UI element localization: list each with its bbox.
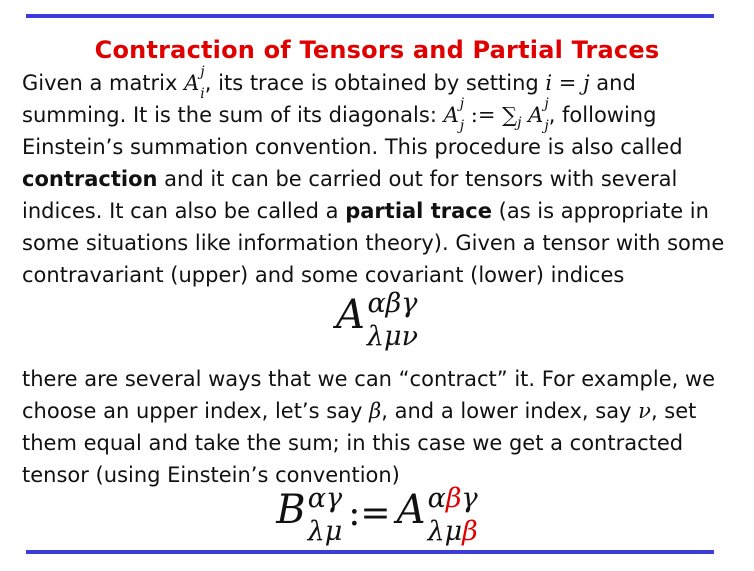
p1-line-4: contraction and it can be carried out for tensors with several (22, 167, 678, 191)
top-rule (26, 14, 714, 18)
p1-line-7: contravariant (upper) and some covariant (lower) indices (22, 263, 625, 287)
p1-line-2: summing. It is the sum of its diagonals: A j j := $\sum_j$ A j j , following (22, 95, 657, 134)
bottom-rule (26, 550, 714, 554)
paragraph-2 (22, 363, 722, 491)
p1-line-5: indices. It can also be called a partial trace (as is appropriate in (22, 199, 709, 223)
p1-line-3: Einstein’s summation convention. This procedure is also called (22, 135, 683, 159)
equation-tensor-A: A αβγ λμν (336, 288, 418, 352)
p1-line-1: Given a matrix A j i , its trace is obtained by setting i = j and (22, 63, 636, 102)
p1-line-6: some situations like information theory). Given a tensor with some (22, 231, 725, 255)
paragraph-1 (22, 63, 725, 291)
slide-title: Contraction of Tensors and Partial Traces (94, 36, 660, 64)
p2-line-1: there are several ways that we can “contract” it. For example, we (22, 367, 716, 391)
p2-line-4: tensor (using Einstein’s convention) (22, 463, 400, 487)
equation-contracted-B: B αγ λμ := A αβγ λμβ (276, 483, 478, 547)
p2-line-3: them equal and take the sum; in this case we get a contracted (22, 431, 684, 455)
p2-line-2: choose an upper index, let’s say β, and a lower index, say ν, set (22, 399, 697, 423)
